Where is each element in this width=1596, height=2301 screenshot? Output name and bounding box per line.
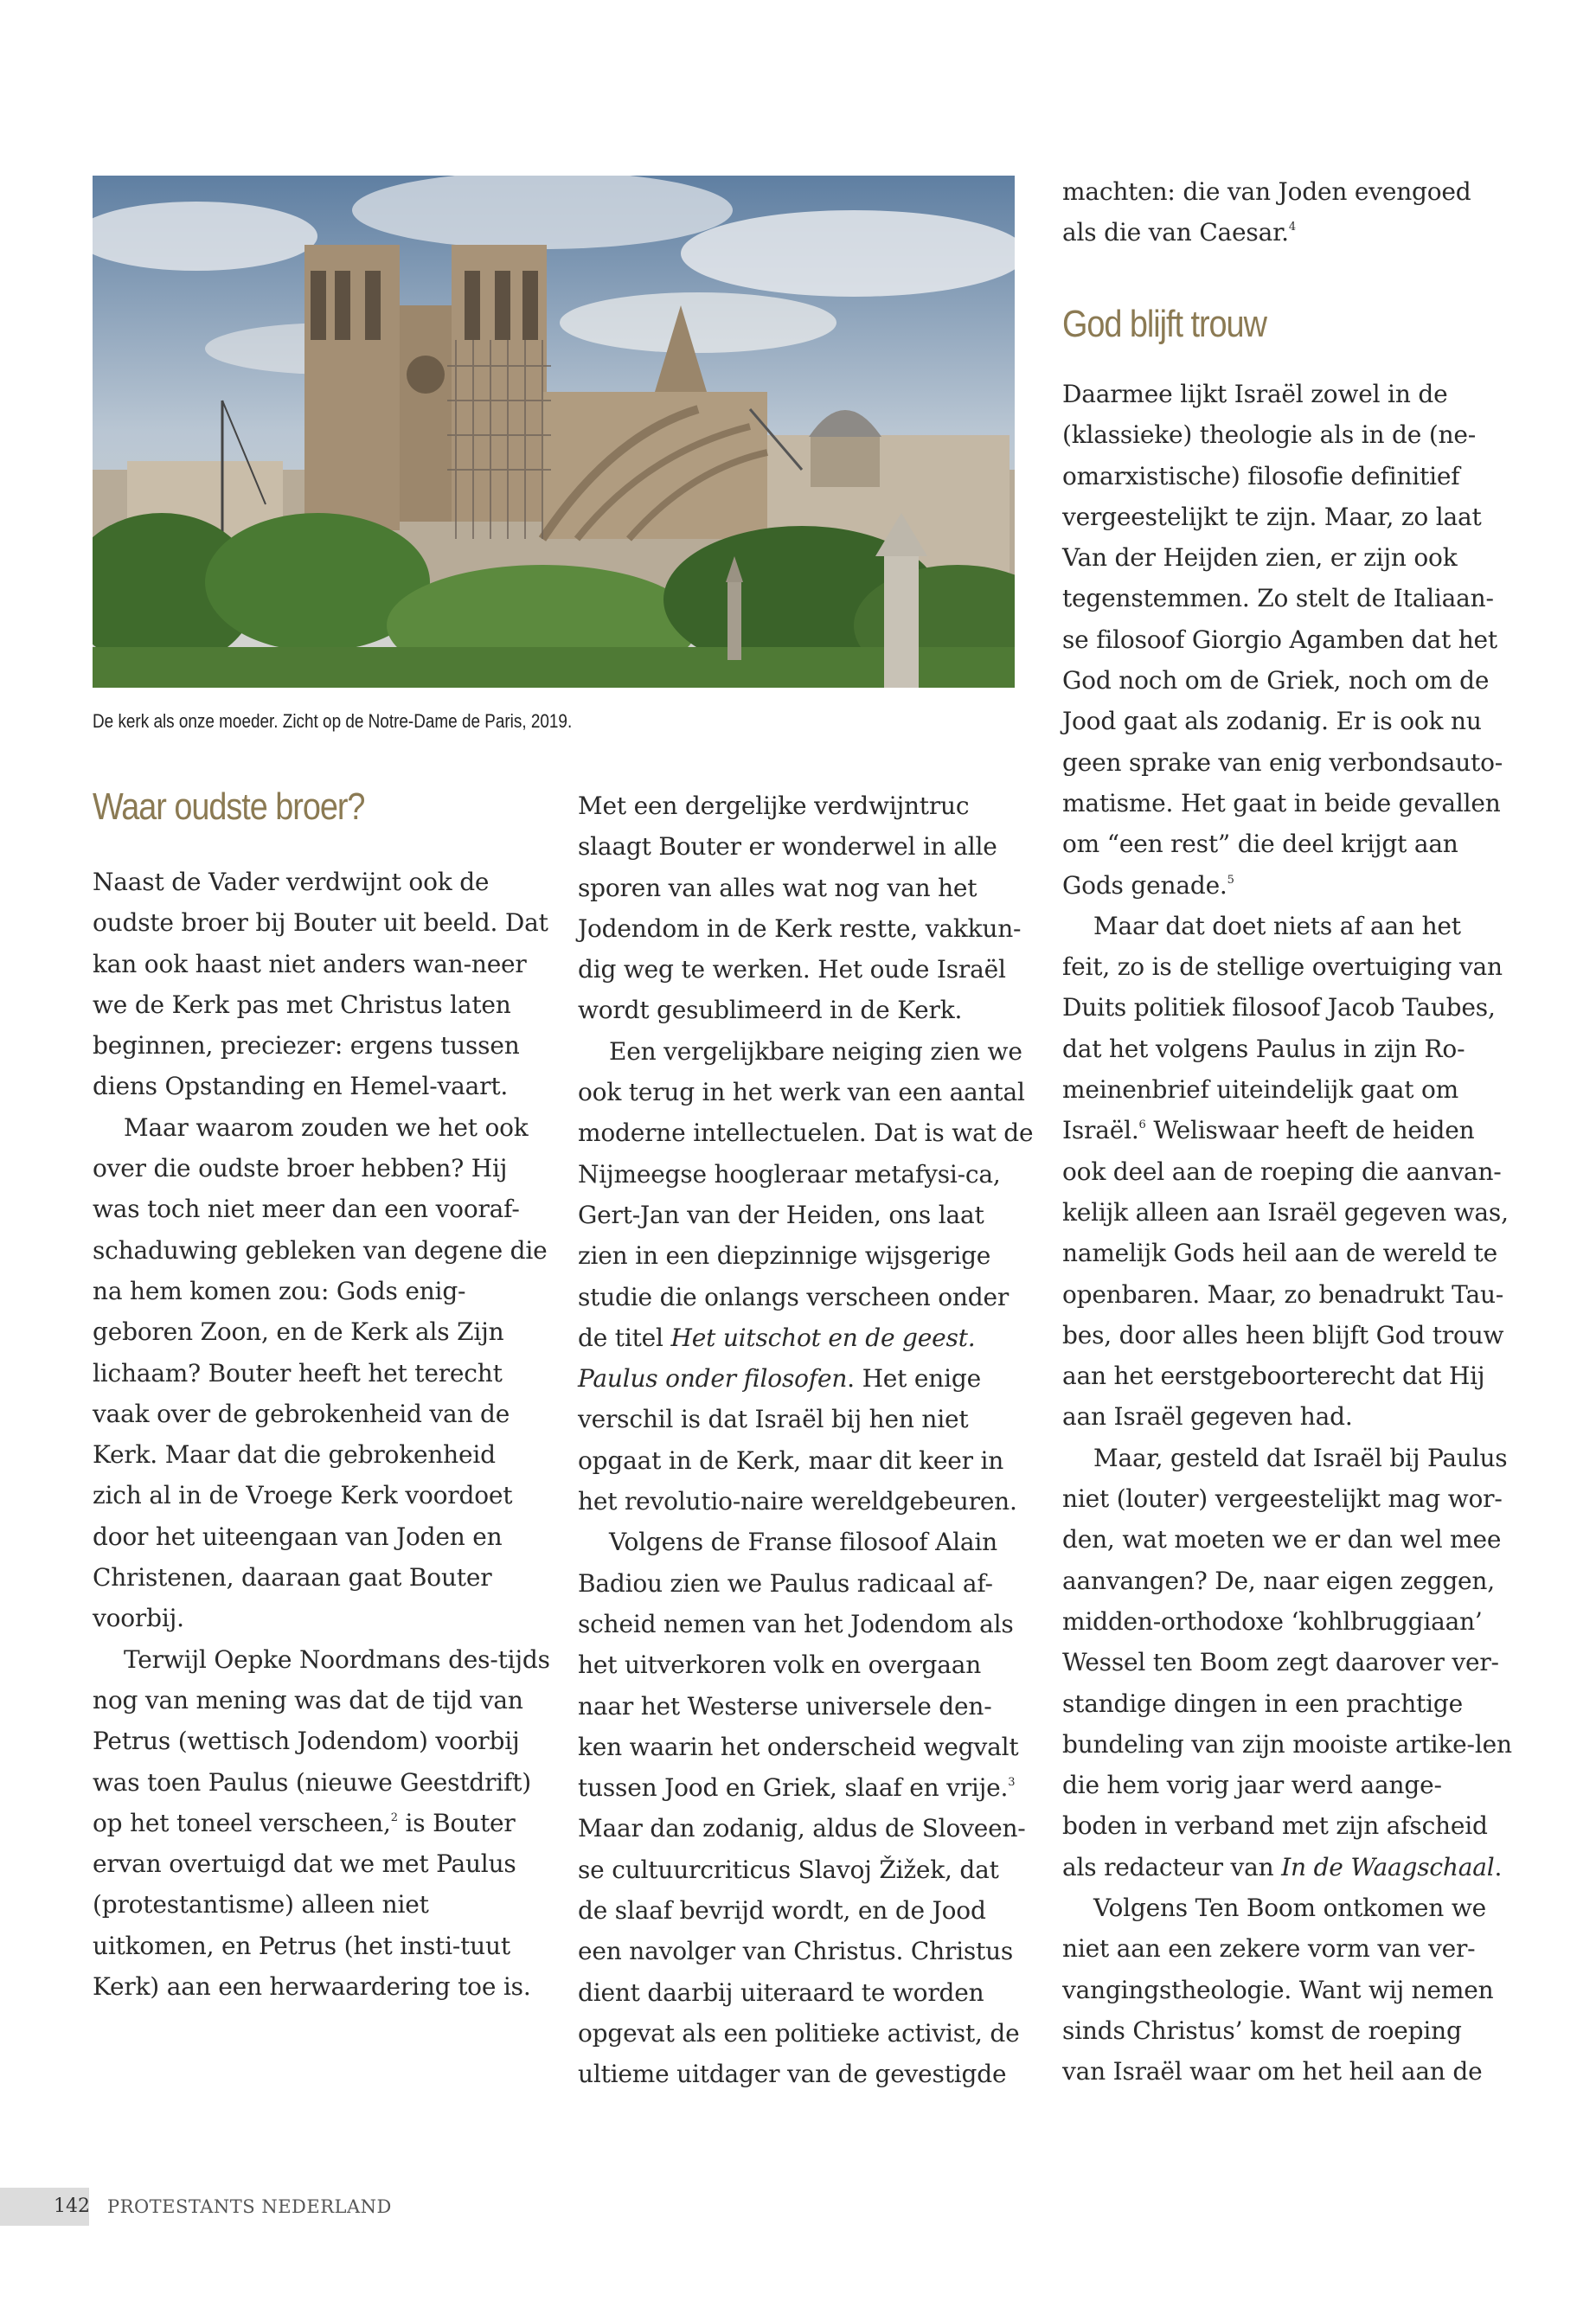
paragraph-text: Een vergelijkbare neiging zien we ook terug in het werk van een aantal moderne intellectuelen. Dat is wat de Nijmeegse hoogleraar metafysi-ca, Gert-Jan van der Heiden, ons laat zien in een diepzinnige wijsgerige studie die onlangs verscheen onder de titel	[578, 1036, 1034, 1352]
paragraph-text: Volgens de Franse filosoof Alain Badiou zien we Paulus radicaal af-scheid nemen van het Jodendom als het uitverkoren volk en overgaan naar het Westerse universele den-ken waarin het onderscheid wegvalt tussen Jood en Griek, slaaf en vrije.	[578, 1528, 1019, 1803]
footnote-ref: 3	[1008, 1776, 1016, 1790]
paragraph: Met een dergelijke verdwijntruc slaagt Bouter er wonderwel in alle sporen van alles wat nog van het Jodendom in de Kerk restte, vakkun-dig weg te werken. Het oude Israël wordt gesublimeerd in de Kerk.	[578, 792, 1022, 1025]
paragraph-text: Maar dat doet niets af aan het feit, zo is de stellige overtuiging van Duits politiek filosoof Jacob Taubes, dat het volgens Paulus in zijn Ro-meinenbrief uiteindelijk gaat om Israël.	[1062, 911, 1503, 1145]
paragraph	[1062, 1438, 1512, 1888]
notre-dame-photo	[93, 176, 1015, 688]
footnote-ref: 6	[1138, 1118, 1146, 1132]
paragraph	[578, 1031, 1035, 1522]
paragraph-text: Terwijl Oepke Noordmans des-tijds nog van mening was dat de tijd van Petrus (wettisch Jodendom) voorbij was toen Paulus (nieuwe Geestdrift) op het toneel verscheen,	[93, 1644, 550, 1837]
paragraph-text: Daarmee lijkt Israël zowel in de (klassieke) theologie als in de (ne-omarxistische) filosofie definitief vergeestelijkt te zijn. Maar, zo laat Van der Heijden zien, er zijn ook tegenstemmen. Zo stelt de Italiaan-se filosoof Giorgio Agamben dat het God noch om de Griek, noch om de Jood gaat als zodanig. Er is ook nu geen sprake van enig verbondsauto-matisme. Het gaat in beide gevallen om “een rest” die deel krijgt aan Gods genade.	[1062, 380, 1503, 900]
paragraph-text: . Het enige verschil is dat Israël bij hen niet opgaat in de Kerk, maar dit keer in het revolutio-naire wereldgebeuren.	[578, 1364, 1017, 1516]
photo-caption: De kerk als onze moeder. Zicht op de Notre-Dame de Paris, 2019.	[93, 710, 573, 732]
footnote-ref: 2	[390, 1811, 398, 1824]
footnote-ref: 5	[1227, 873, 1234, 887]
paragraph-text: Weliswaar heeft de heiden ook deel aan de roeping die aanvan-kelijk alleen aan Israël gegeven was, namelijk Gods heil aan de wereld te openbaren. Maar, zo benadrukt Tau-bes, door alles heen blijft God trouw aan het eerstgeboorterecht dat Hij aan Israël gegeven had.	[1062, 1116, 1509, 1432]
paragraph-text: Maar dan zodanig, aldus de Sloveen-se cultuurcriticus Slavoj Žižek, dat de slaaf bevrijd wordt, en de Jood een navolger van Christus. Christus dient daarbij uiteraard te worden opgevat als een politieke activist, de ultieme uitdager van de gevestigde	[578, 1814, 1026, 2089]
paragraph: Maar waarom zouden we het ook over die oudste broer hebben? Hij was toch niet meer dan een vooraf-schaduwing gebleken van degene die na hem komen zou: Gods enig-geboren Zoon, en de Kerk als Zijn lichaam? Bouter heeft het terecht vaak over de gebrokenheid van de Kerk. Maar dat die gebrokenheid zich al in de Vroege Kerk voordoet door het uiteengaan van Joden en Christenen, daaraan gaat Bouter voorbij.	[93, 1112, 548, 1633]
paragraph	[93, 1639, 551, 2008]
paragraph	[578, 1522, 1035, 2094]
footnote-ref: 4	[1288, 221, 1296, 234]
book-title: Het uitschot en de geest. Paulus onder filosofen	[578, 1323, 976, 1394]
paragraph	[1062, 374, 1512, 906]
paragraph-text: is Bouter ervan overtuigd dat we met Paulus (protestantisme) alleen niet uitkomen, en Petrus (het insti-tuut Kerk) aan een herwaardering toe is.	[93, 1808, 531, 2002]
publication-title: In de Waagschaal	[1281, 1852, 1495, 1881]
publication-name: PROTESTANTS NEDERLAND	[107, 2196, 392, 2217]
paragraph-text: machten: die van Joden evengoed als die van Caesar.	[1062, 177, 1471, 247]
paragraph-text: .	[1494, 1852, 1503, 1881]
section-heading-god-blijft-trouw: God blijft trouw	[1062, 303, 1266, 345]
page-number: 142	[54, 2195, 90, 2217]
paragraph: Volgens Ten Boom ontkomen we niet aan een zekere vorm van ver-vangingstheologie. Want wij nemen sinds Christus’ komst de roeping van Israël waar om het heil aan de	[1062, 1893, 1494, 2086]
paragraph	[1062, 906, 1512, 1438]
section-heading-oudste-broer: Waar oudste broer?	[93, 785, 365, 828]
paragraph-text: Maar, gesteld dat Israël bij Paulus niet (louter) vergeestelijkt mag wor-den, wat moeten we er dan wel mee aanvangen? De, naar eigen zeggen, midden-orthodoxe ‘kohlbruggiaan’ Wessel ten Boom zegt daarover ver-standige dingen in een prachtige bundeling van zijn mooiste artike-len die hem vorig jaar werd aange-boden in verband met zijn afscheid als redacteur van	[1062, 1443, 1512, 1881]
cathedral-illustration	[93, 176, 1015, 688]
paragraph	[1062, 171, 1512, 253]
paragraph: Naast de Vader verdwijnt ook de oudste broer bij Bouter uit beeld. Dat kan ook haast niet anders wan-neer we de Kerk pas met Christus laten beginnen, preciezer: ergens tussen diens Opstanding en Hemel-vaart.	[93, 868, 548, 1101]
